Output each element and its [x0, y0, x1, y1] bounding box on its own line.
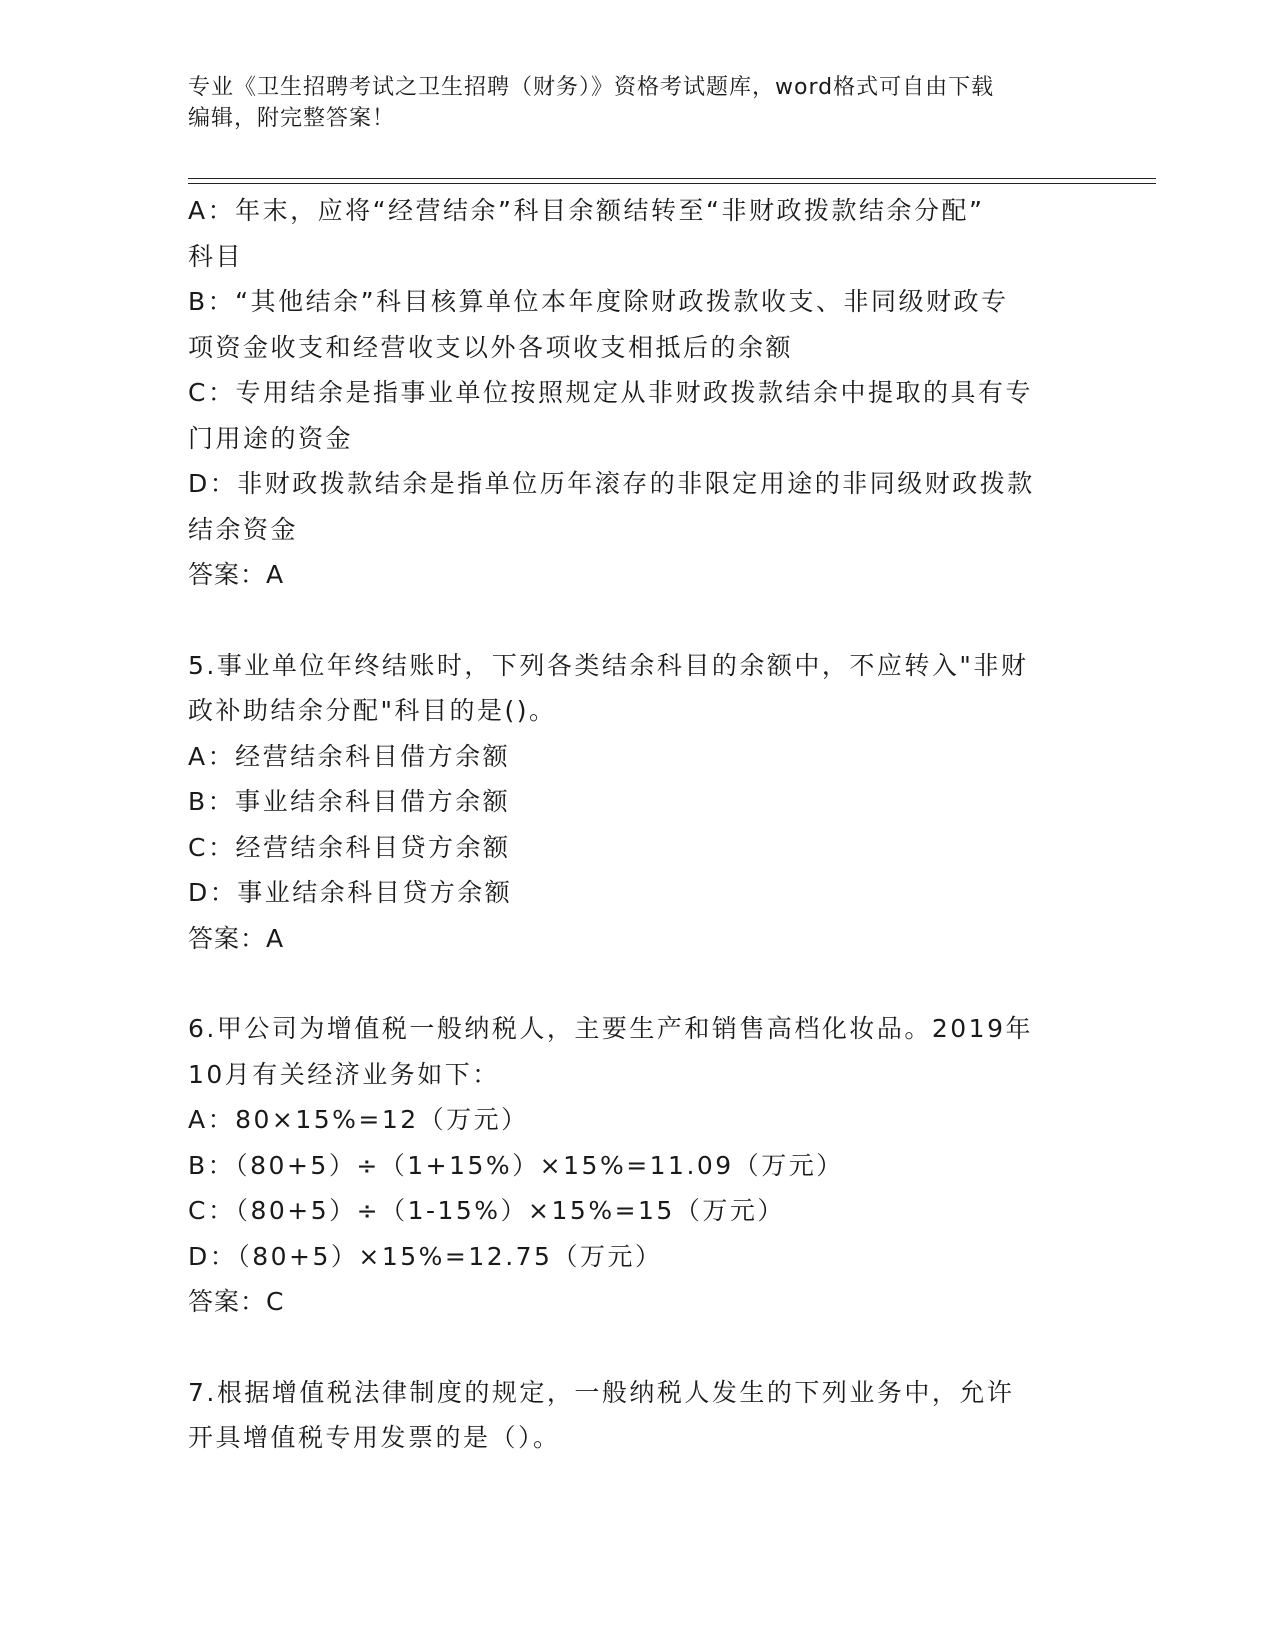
option-b-line-2: 项资金收支和经营收支以外各项收支相抵后的余额	[188, 332, 794, 362]
question-content	[188, 188, 1078, 1461]
question-6-stem-line-1: 6.甲公司为增值税一般纳税人，主要生产和销售高档化妆品。2019年	[188, 1014, 1033, 1043]
option-b: B：（80+5）÷（1+15%）×15%=11.09（万元）	[188, 1150, 844, 1180]
option-a-line-1: A：年末，应将“经营结余”科目余额结转至“非财政拨款结余分配”	[188, 196, 985, 225]
question-5-stem-line-1: 5.事业单位年终结账时，下列各类结余科目的余额中，不应转入"非财	[188, 650, 1029, 680]
header-line-2: 编辑，附完整答案！	[188, 106, 396, 131]
option-b-line-1: B：“其他结余”科目核算单位本年度除财政拨款收支、非同级财政专	[188, 287, 1009, 316]
header-line-1: 专业《卫生招聘考试之卫生招聘（财务）》资格考试题库，word格式可自由下载	[188, 75, 995, 100]
question-7	[188, 1370, 1078, 1461]
option-a: A：经营结余科目借方余额	[188, 741, 511, 771]
question-6-stem-line-2: 10月有关经济业务如下：	[188, 1059, 500, 1089]
option-c-line-2: 门用途的资金	[188, 423, 354, 453]
option-d-line-1: D：非财政拨款结余是指单位历年滚存的非限定用途的非同级财政拨款	[188, 469, 1035, 498]
question-6-answer: 答案：C	[188, 1287, 285, 1316]
option-b: B：事业结余科目借方余额	[188, 787, 511, 816]
question-7-stem-line-1: 7.根据增值税法律制度的规定，一般纳税人发生的下列业务中，允许	[188, 1377, 1015, 1407]
option-d: D：（80+5）×15%=12.75（万元）	[188, 1241, 663, 1271]
option-a-line-2: 科目	[188, 241, 244, 271]
header-divider-top	[188, 178, 1156, 179]
question-5-stem-line-2: 政补助结余分配"科目的是()。	[188, 696, 557, 725]
question-5	[188, 643, 1078, 962]
question-4-options	[188, 188, 1078, 598]
question-5-answer: 答案：A	[188, 923, 285, 953]
option-a: A：80×15%=12（万元）	[188, 1105, 529, 1134]
option-c: C：（80+5）÷（1-15%）×15%=15（万元）	[188, 1196, 785, 1225]
option-c-line-1: C：专用结余是指事业单位按照规定从非财政拨款结余中提取的具有专	[188, 378, 1033, 407]
option-c: C：经营结余科目贷方余额	[188, 832, 511, 862]
document-header	[188, 72, 1068, 134]
question-6	[188, 1006, 1078, 1325]
option-d-line-2: 结余资金	[188, 514, 299, 544]
option-d: D：事业结余科目贷方余额	[188, 878, 513, 907]
question-7-stem-line-2: 开具增值税专用发票的是（）。	[188, 1423, 561, 1452]
question-4-answer: 答案：A	[188, 560, 285, 589]
header-divider-bottom	[188, 183, 1156, 184]
